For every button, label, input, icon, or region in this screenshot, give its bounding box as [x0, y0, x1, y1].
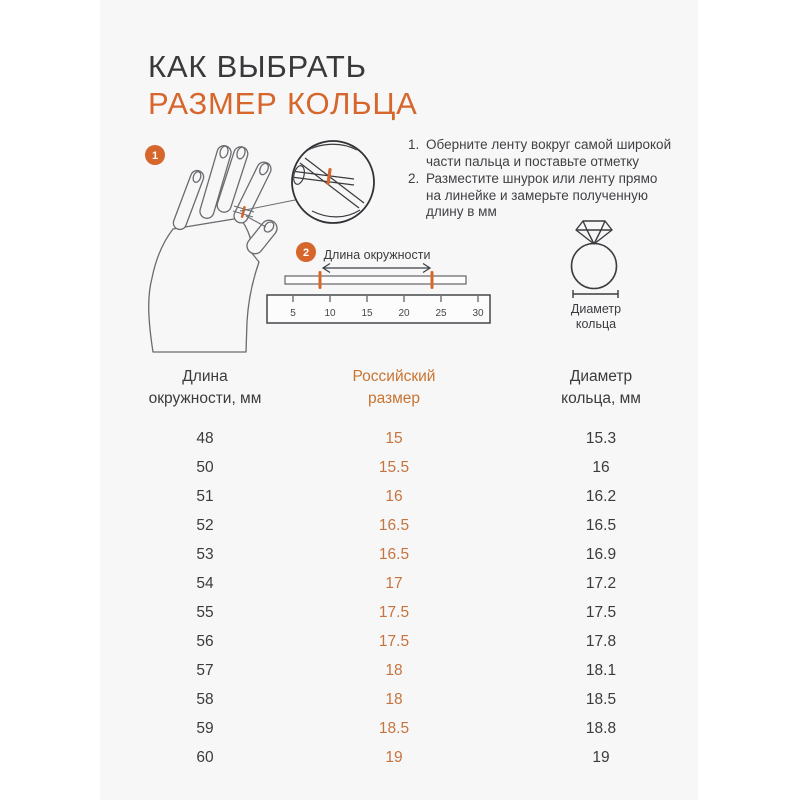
- table-cell: 16.2: [585, 488, 617, 505]
- step-text: Оберните ленту вокруг самой широкой части пальца и поставьте отметку: [426, 137, 672, 169]
- step-badge-1-number: 1: [151, 150, 159, 162]
- table-cell: 15: [385, 430, 403, 447]
- step-badge-2-number: 2: [302, 247, 310, 259]
- ruler-mark-label: 15: [361, 308, 373, 319]
- header-line: окружности, мм: [148, 390, 262, 407]
- table-cell: 55: [196, 604, 214, 621]
- step-marker: 2.: [408, 171, 420, 186]
- table-cell: 17.2: [585, 575, 617, 592]
- table-row: [100, 424, 698, 453]
- table-cell: 16: [385, 488, 403, 505]
- step-text: Разместите шнурок или ленту прямо на линейке и замерьте полученную длину в мм: [426, 171, 658, 219]
- table-cell: 16.5: [585, 517, 617, 534]
- table-cell: 18: [385, 691, 403, 708]
- table-cell: 17: [385, 575, 403, 592]
- table-cell: 19: [592, 749, 610, 766]
- step-badge-1: [145, 145, 165, 165]
- table-row: [100, 569, 698, 598]
- table-cell: 48: [196, 430, 214, 447]
- measuring-tape: [285, 271, 466, 289]
- circumference-arrow: [323, 264, 430, 273]
- table-cell: 18.8: [585, 720, 617, 737]
- diameter-measure-line: [573, 290, 618, 298]
- table-cell: 16.5: [378, 546, 410, 563]
- table-cell: 17.5: [378, 633, 410, 650]
- table-row: [100, 511, 698, 540]
- hand-illustration: [149, 144, 281, 352]
- header-circumference: [149, 366, 262, 410]
- table-cell: 57: [196, 662, 214, 679]
- table-cell: 17.8: [585, 633, 617, 650]
- table-cell: 50: [196, 459, 214, 476]
- table-cell: 17.5: [585, 604, 617, 621]
- table-cell: 15.5: [378, 459, 410, 476]
- step-marker: 1.: [408, 137, 420, 152]
- table-row: [100, 540, 698, 569]
- table-row: [100, 598, 698, 627]
- size-table-body: [100, 424, 698, 772]
- table-cell: 59: [196, 720, 214, 737]
- tape-mark-right: [431, 271, 434, 289]
- table-cell: 15.3: [585, 430, 617, 447]
- palm-outline: [149, 218, 259, 352]
- ruler-mark-label: 5: [290, 308, 296, 319]
- magnifier-circle: [291, 141, 374, 223]
- table-cell: 51: [196, 488, 214, 505]
- circumference-label: Длина окружности: [323, 248, 431, 262]
- step-badge-2: [296, 242, 316, 262]
- table-row: [100, 685, 698, 714]
- table-row: [100, 453, 698, 482]
- header-russian-size: [353, 366, 436, 410]
- table-cell: 52: [196, 517, 214, 534]
- table-cell: 18.1: [585, 662, 617, 679]
- table-cell: 53: [196, 546, 214, 563]
- ruler-mark-label: 10: [324, 308, 336, 319]
- table-row: [100, 743, 698, 772]
- header-line: кольца, мм: [561, 390, 641, 407]
- table-cell: 56: [196, 633, 214, 650]
- table-cell: 60: [196, 749, 214, 766]
- header-diameter: [561, 366, 641, 410]
- table-row: [100, 714, 698, 743]
- table-row: [100, 656, 698, 685]
- table-cell: 16.9: [585, 546, 617, 563]
- table-cell: 17.5: [378, 604, 410, 621]
- ruler: [267, 295, 490, 323]
- header-line: Российский: [352, 368, 436, 385]
- ruler-mark-label: 25: [435, 308, 447, 319]
- table-cell: 18: [385, 662, 403, 679]
- header-line: Диаметр: [569, 368, 633, 385]
- ruler-mark-label: 20: [398, 308, 410, 319]
- ring-diamond-icon: [572, 221, 617, 289]
- table-row: [100, 482, 698, 511]
- table-cell: 16.5: [378, 517, 410, 534]
- table-cell: 58: [196, 691, 214, 708]
- header-line: размер: [367, 390, 421, 407]
- table-cell: 18.5: [378, 720, 410, 737]
- table-cell: 16: [592, 459, 610, 476]
- header-line: Длина: [182, 368, 228, 385]
- table-cell: 19: [385, 749, 403, 766]
- table-row: [100, 627, 698, 656]
- table-cell: 54: [196, 575, 214, 592]
- table-cell: 18.5: [585, 691, 617, 708]
- ring-diameter-label-line1: Диаметр: [570, 302, 622, 316]
- page-title-line2: РАЗМЕР КОЛЬЦА: [148, 86, 418, 121]
- page-title-line1: КАК ВЫБРАТЬ: [148, 49, 367, 84]
- ring-diameter-label-line2: кольца: [575, 317, 617, 331]
- tape-mark-left: [319, 271, 322, 289]
- ruler-mark-label: 30: [472, 308, 484, 319]
